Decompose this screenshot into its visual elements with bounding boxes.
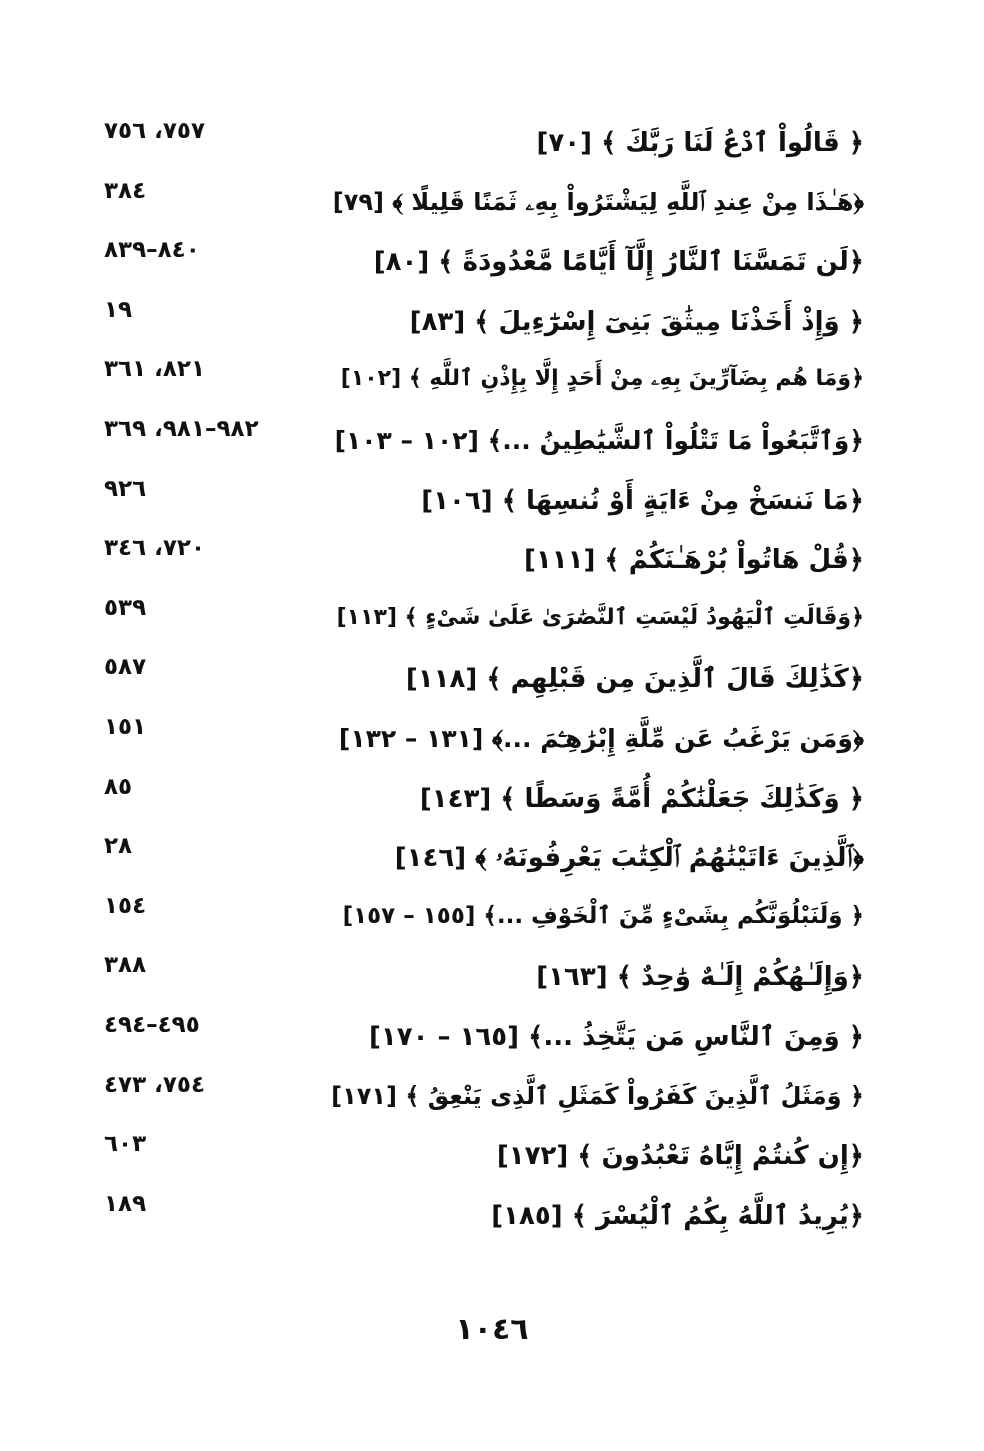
verse-text: ﴿ وَمِنَ ٱلنَّاسِ مَن يَتَّخِذُ ...﴾ [١٦٥ – ١٧٠] bbox=[368, 1021, 864, 1052]
verse-text: ﴿ٱلَّذِينَ ءَاتَيْنَٰهُمُ ٱلْكِتَٰبَ يَعْرِفُونَهُۥ ﴾ [١٤٦] bbox=[394, 843, 864, 874]
index-row bbox=[0, 1131, 984, 1191]
page-refs: ٤٩٥–٤٩٤ bbox=[104, 1011, 200, 1038]
page-refs: ٧٢٠، ٣٤٦ bbox=[104, 535, 205, 562]
index-row bbox=[0, 297, 984, 357]
index-row bbox=[0, 476, 984, 536]
page-refs: ٨٤٠–٨٣٩ bbox=[104, 237, 200, 264]
verse-text: ﴿قُلْ هَاتُواْ بُرْهَـٰنَكُمْ ﴾ [١١١] bbox=[523, 545, 864, 576]
index-row bbox=[0, 893, 984, 953]
page-refs: ٣٨٨ bbox=[104, 952, 147, 979]
verse-index-list bbox=[0, 118, 984, 1250]
verse-text: ﴿إِن كُنتُمْ إِيَّاهُ تَعْبُدُونَ ﴾ [١٧٢] bbox=[496, 1141, 864, 1172]
verse-text: ﴿وَقَالَتِ ٱلْيَهُودُ لَيْسَتِ ٱلنَّصَٰرَىٰ عَلَىٰ شَىْءٍ ﴾ [١١٣] bbox=[336, 604, 864, 630]
index-row bbox=[0, 952, 984, 1012]
index-row bbox=[0, 356, 984, 416]
verse-text: ﴿مَا نَنسَخْ مِنْ ءَايَةٍ أَوْ نُنسِهَا ﴾ [١٠٦] bbox=[421, 485, 864, 516]
page-refs: ٩٢٦ bbox=[104, 475, 147, 502]
index-row bbox=[0, 774, 984, 834]
page-refs: ٧٥٧، ٧٥٦ bbox=[104, 118, 205, 144]
verse-text: ﴿وَٱتَّبَعُواْ مَا تَتْلُواْ ٱلشَّيَٰطِينُ ...﴾ [١٠٢ – ١٠٣] bbox=[334, 425, 864, 455]
index-row bbox=[0, 416, 984, 476]
verse-text: ﴿يُرِيدُ ٱللَّهُ بِكُمُ ٱلْيُسْرَ ﴾ [١٨٥] bbox=[491, 1200, 864, 1231]
page-refs: ١٥٤ bbox=[104, 892, 147, 919]
verse-text: ﴿كَذَٰلِكَ قَالَ ٱلَّذِينَ مِن قَبْلِهِم ﴾ [١١٨] bbox=[405, 664, 864, 695]
verse-text: ﴿وَإِلَـٰهُكُمْ إِلَـٰهٌ وَٰحِدٌ ﴾ [١٦٣] bbox=[536, 962, 864, 993]
index-row bbox=[0, 178, 984, 238]
page-refs: ٩٨٢–٩٨١، ٣٦٩ bbox=[104, 415, 259, 442]
index-row bbox=[0, 1191, 984, 1251]
index-row bbox=[0, 833, 984, 893]
page-refs: ٥٨٧ bbox=[104, 654, 147, 681]
index-row bbox=[0, 654, 984, 714]
verse-text: ﴿هَـٰذَا مِنْ عِندِ ٱللَّهِ لِيَشْتَرُواْ بِهِۦ ثَمَنًا قَلِيلًا ﴾ [٧٩] bbox=[332, 187, 864, 216]
page-refs: ٧٥٤، ٤٧٣ bbox=[104, 1071, 205, 1098]
verse-text: ﴿وَمَا هُم بِضَآرِّينَ بِهِۦ مِنْ أَحَدٍ إِلَّا بِإِذْنِ ٱللَّهِ ﴾ [١٠٢] bbox=[340, 366, 864, 392]
index-row bbox=[0, 714, 984, 774]
page-refs: ٣٨٤ bbox=[104, 177, 147, 204]
page-refs: ٥٣٩ bbox=[104, 594, 147, 621]
verse-text: ﴿ وَكَذَٰلِكَ جَعَلْنَٰكُمْ أُمَّةً وَسَطًا ﴾ [١٤٣] bbox=[419, 783, 864, 814]
page-refs: ٢٨ bbox=[104, 833, 133, 860]
verse-text: ﴿وَمَن يَرْغَبُ عَن مِّلَّةِ إِبْرَٰهِـۧمَ ...﴾ [١٣١ – ١٣٢] bbox=[338, 723, 864, 753]
page-refs: ٦٠٣ bbox=[104, 1131, 147, 1158]
verse-text: ﴿ قَالُواْ ٱدْعُ لَنَا رَبَّكَ ﴾ [٧٠] bbox=[536, 128, 864, 158]
index-row bbox=[0, 1072, 984, 1132]
verse-text: ﴿ وَمَثَلُ ٱلَّذِينَ كَفَرُواْ كَمَثَلِ ٱلَّذِى يَنْعِقُ ﴾ [١٧١] bbox=[331, 1081, 864, 1110]
verse-text: ﴿ وَإِذْ أَخَذْنَا مِيثَٰقَ بَنِىٓ إِسْرَٰٓءِيلَ ﴾ [٨٣] bbox=[409, 306, 864, 337]
page-refs: ١٨٩ bbox=[104, 1190, 147, 1217]
index-row bbox=[0, 237, 984, 297]
index-row bbox=[0, 1012, 984, 1072]
verse-text: ﴿ وَلَنَبْلُوَنَّكُم بِشَىْءٍ مِّنَ ٱلْخَوْفِ ...﴾ [١٥٥ – ١٥٧] bbox=[342, 902, 864, 929]
page-number: ١٠٤٦ bbox=[455, 1312, 529, 1347]
index-row bbox=[0, 118, 984, 178]
index-row bbox=[0, 595, 984, 655]
index-row bbox=[0, 535, 984, 595]
page-refs: ١٩ bbox=[104, 296, 133, 323]
verse-text: ﴿لَن تَمَسَّنَا ٱلنَّارُ إِلَّآ أَيَّامًا مَّعْدُودَةً ﴾ [٨٠] bbox=[373, 247, 864, 278]
page-refs: ٨٥ bbox=[104, 773, 133, 800]
page-refs: ٨٢١، ٣٦١ bbox=[104, 356, 205, 383]
page-refs: ١٥١ bbox=[104, 713, 147, 740]
